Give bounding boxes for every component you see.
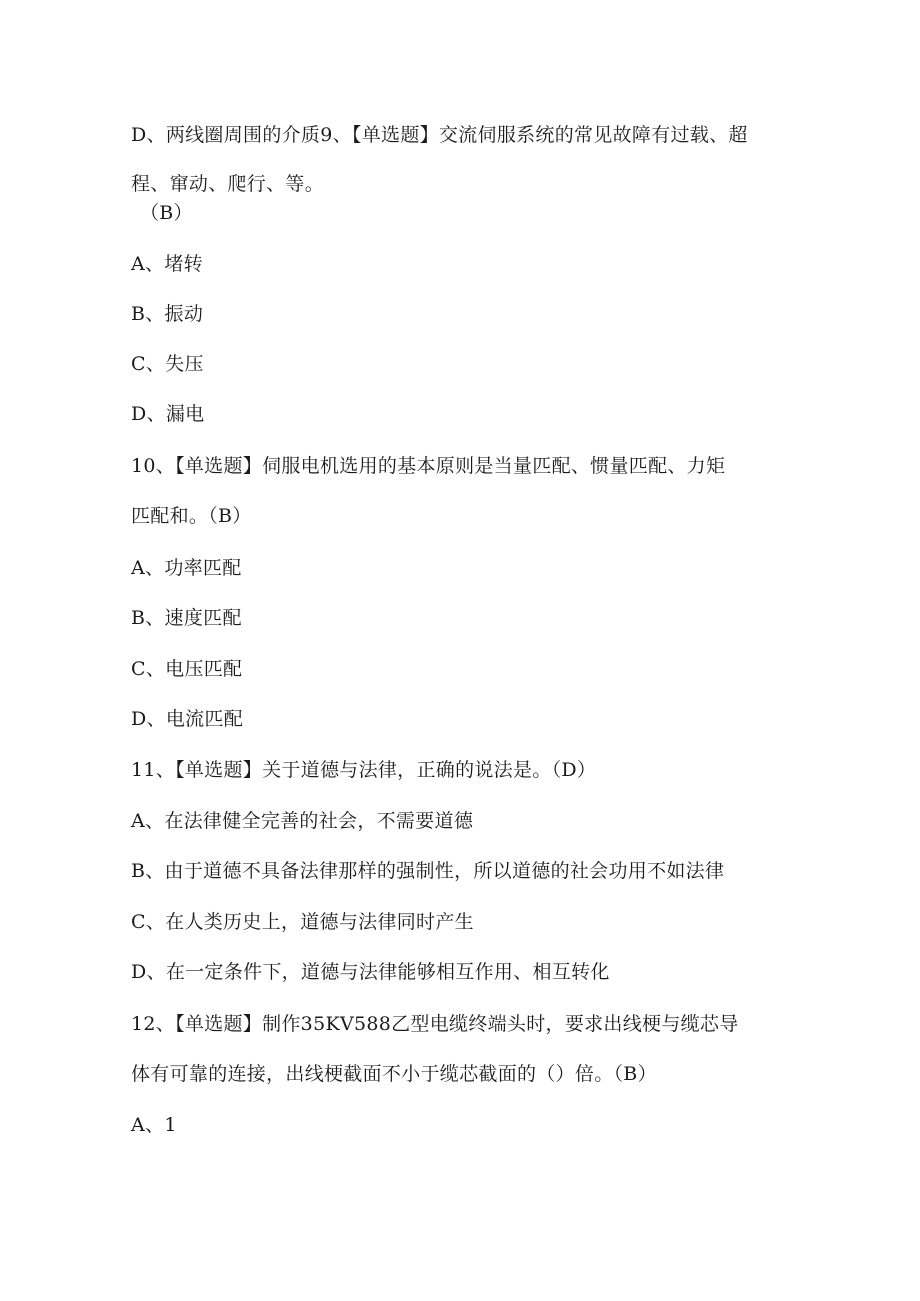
q9-option-c: C、失压 xyxy=(131,353,204,375)
q11-stem: 11、【单选题】关于道德与法律，正确的说法是。（D） xyxy=(131,759,597,781)
q12-stem-line-1: 12、【单选题】制作35KV588乙型电缆终端头时，要求出线梗与缆芯导 xyxy=(131,1013,739,1035)
q10-stem-line-1: 10、【单选题】伺服电机选用的基本原则是当量匹配、惯量匹配、力矩 xyxy=(131,455,726,477)
q10-option-b: B、速度匹配 xyxy=(131,607,242,629)
q9-stem-line-1: D、两线圈周围的介质9、【单选题】交流伺服系统的常见故障有过载、超 xyxy=(131,124,748,146)
q12-option-a: A、1 xyxy=(131,1114,177,1136)
q11-option-a: A、在法律健全完善的社会，不需要道德 xyxy=(131,810,474,832)
q11-option-d: D、在一定条件下，道德与法律能够相互作用、相互转化 xyxy=(131,961,610,983)
q11-option-c: C、在人类历史上，道德与法律同时产生 xyxy=(131,911,474,933)
q9-stem-line-2: 程、窜动、爬行、等。 xyxy=(131,173,325,195)
q11-option-b: B、由于道德不具备法律那样的强制性，所以道德的社会功用不如法律 xyxy=(131,860,725,882)
q9-option-a: A、堵转 xyxy=(131,253,203,275)
q9-option-b: B、振动 xyxy=(131,303,204,325)
q10-option-a: A、功率匹配 xyxy=(131,557,242,579)
q10-option-c: C、电压匹配 xyxy=(131,658,243,680)
q12-stem-line-2: 体有可靠的连接，出线梗截面不小于缆芯截面的（）倍。（B） xyxy=(131,1063,657,1085)
q10-option-d: D、电流匹配 xyxy=(131,708,244,730)
q10-stem-line-2: 匹配和。（B） xyxy=(131,505,252,527)
q9-answer: （B） xyxy=(140,202,193,224)
q9-option-d: D、漏电 xyxy=(131,403,205,425)
